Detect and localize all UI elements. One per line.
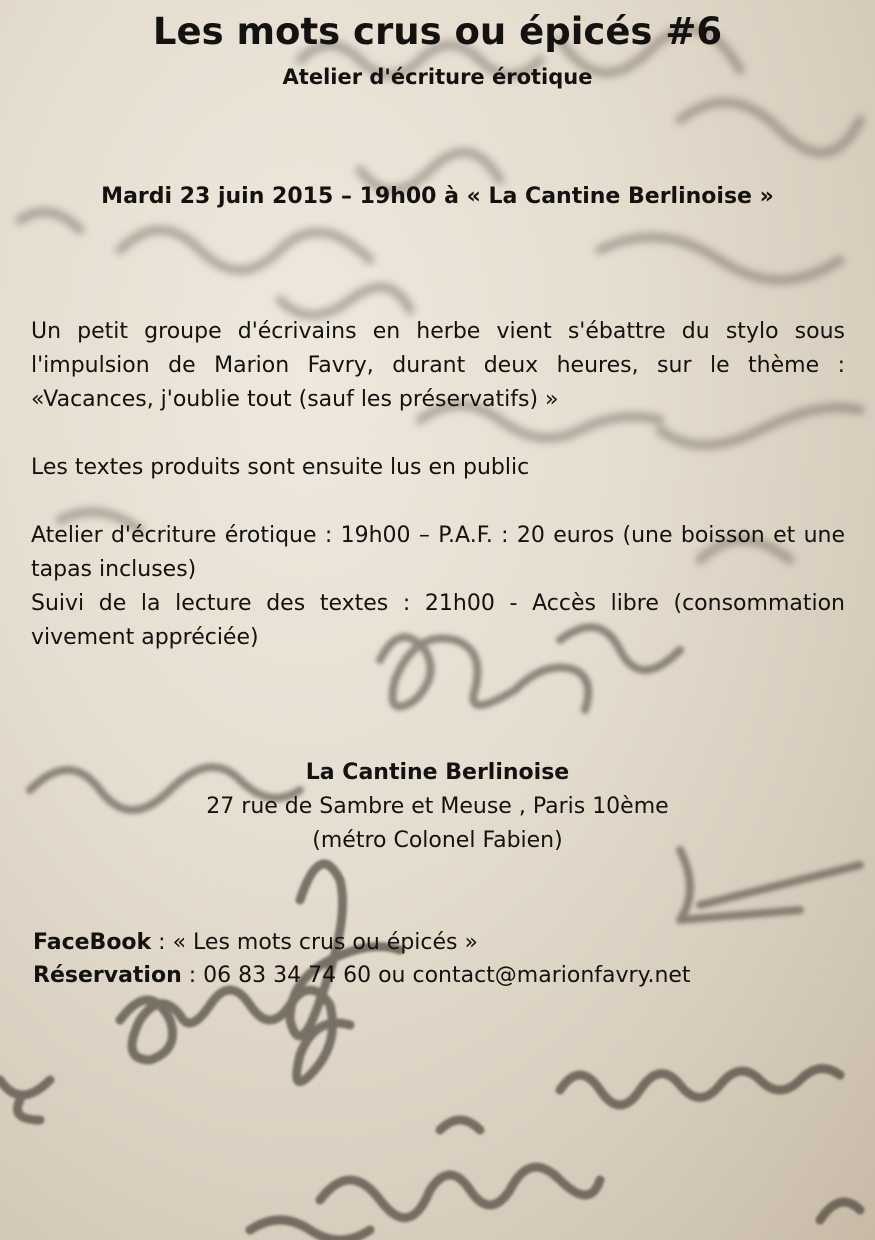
reading-access-paragraph: Suivi de la lecture des textes : 21h00 - Accès libre (consommation vivement appréciée)	[31, 591, 845, 650]
reading-paragraph: Les textes produits sont ensuite lus en public	[31, 455, 530, 480]
venue-block	[0, 756, 875, 858]
reservation-line	[33, 959, 853, 993]
facebook-label: FaceBook	[33, 930, 152, 955]
reservation-value: : 06 83 34 74 60 ou contact@marionfavry.net	[181, 963, 691, 988]
event-title: Les mots crus ou épicés #6	[152, 10, 723, 53]
workshop-price-paragraph: Atelier d'écriture érotique : 19h00 – P.A.F. : 20 euros (une boisson et une tapas incluses)	[31, 523, 845, 582]
venue-name: La Cantine Berlinoise	[305, 760, 570, 785]
event-subtitle: Atelier d'écriture érotique	[282, 65, 593, 89]
facebook-line	[33, 926, 853, 960]
reservation-label: Réservation	[33, 963, 182, 988]
description-paragraph: Un petit groupe d'écrivains en herbe vient s'ébattre du stylo sous l'impulsion de Marion Favry, durant deux heures, sur le thème : «Vacances, j'oublie tout (sauf les préservatifs) »	[31, 319, 845, 412]
facebook-value: : « Les mots crus ou épicés »	[151, 930, 478, 955]
venue-metro: (métro Colonel Fabien)	[312, 828, 563, 853]
event-date-line: Mardi 23 juin 2015 – 19h00 à « La Cantine Berlinoise »	[101, 184, 774, 209]
venue-address: 27 rue de Sambre et Meuse , Paris 10ème	[206, 794, 669, 819]
